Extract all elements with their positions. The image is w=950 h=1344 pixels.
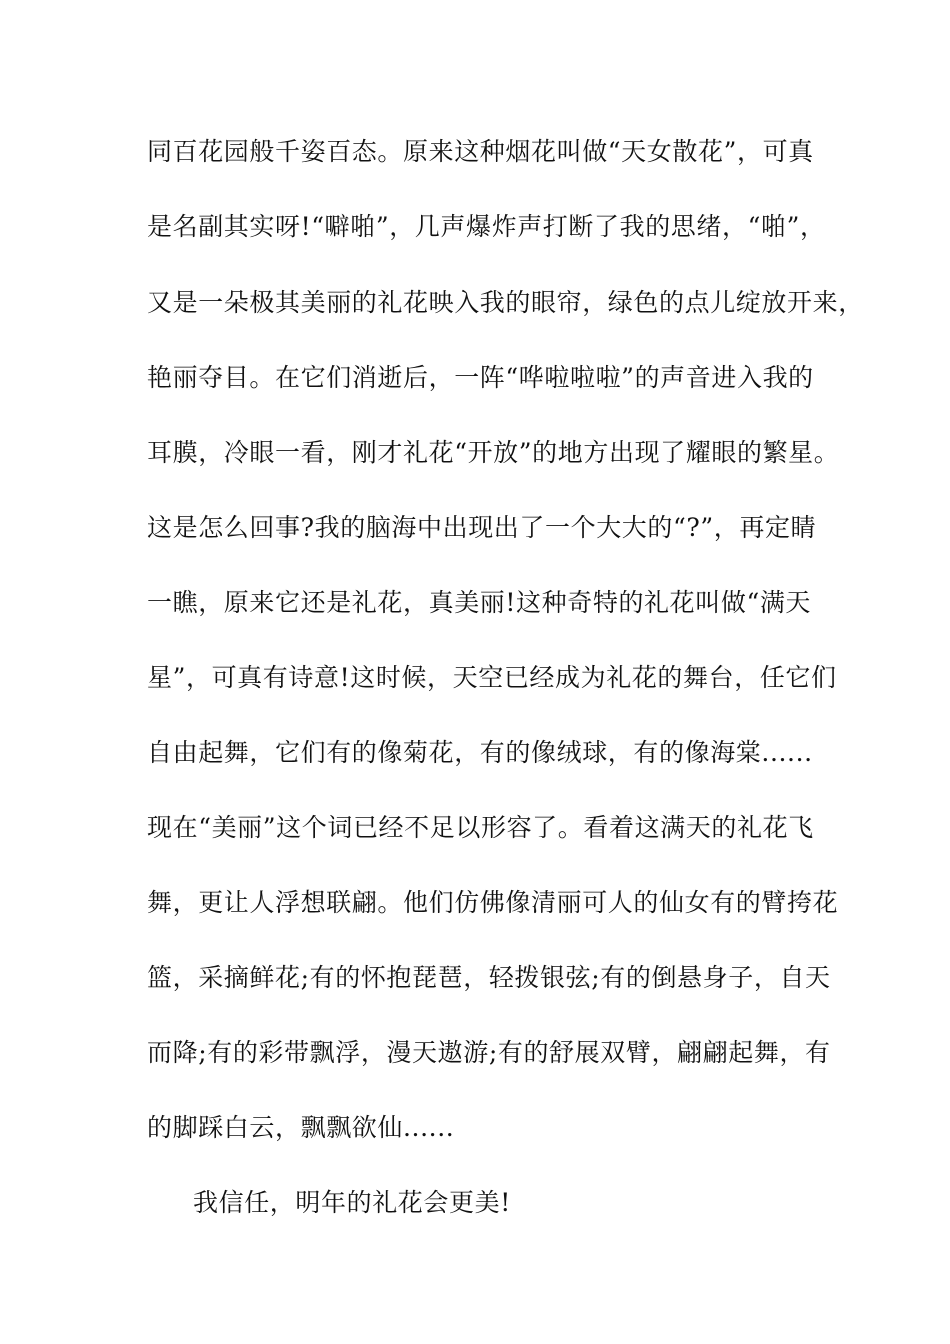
text-line: 星”，可真有诗意!这时候，天空已经成为礼花的舞台，任它们 — [147, 663, 837, 692]
text-line: 这是怎么回事?我的脑海中出现出了一个大大的“?”，再定睛 — [147, 513, 817, 542]
text-line: 篮，采摘鲜花;有的怀抱琵琶，轻拨银弦;有的倒悬身子，自天 — [147, 963, 831, 992]
text-line: 舞，更让人浮想联翩。他们仿佛像清丽可人的仙女有的臂挎花 — [147, 888, 839, 917]
text-line: 耳膜，冷眼一看，刚才礼花“开放”的地方出现了耀眼的繁星。 — [147, 438, 840, 467]
text-line: 而降;有的彩带飘浮，漫天遨游;有的舒展双臂，翩翩起舞，有 — [147, 1038, 831, 1067]
text-line: 自由起舞，它们有的像菊花，有的像绒球，有的像海棠...... — [147, 738, 813, 767]
text-line: 的脚踩白云，飘飘欲仙...... — [147, 1113, 455, 1142]
text-line: 是名副其实呀!“噼啪”，几声爆炸声打断了我的思绪，“啪”， — [147, 212, 826, 241]
text-line: 艳丽夺目。在它们消逝后，一阵“哗啦啦啦”的声音进入我的 — [147, 363, 814, 392]
text-line: 一瞧，原来它还是礼花，真美丽!这种奇特的礼花叫做“满天 — [147, 588, 812, 617]
text-line: 同百花园般千姿百态。原来这种烟花叫做“天女散花”，可真 — [147, 137, 814, 166]
text-line: 现在“美丽”这个词已经不足以形容了。看着这满天的礼花飞 — [147, 813, 814, 842]
text-line: 又是一朵极其美丽的礼花映入我的眼帘，绿色的点儿绽放开来， — [147, 288, 864, 317]
closing-paragraph: 我信任，明年的礼花会更美! — [193, 1188, 511, 1217]
